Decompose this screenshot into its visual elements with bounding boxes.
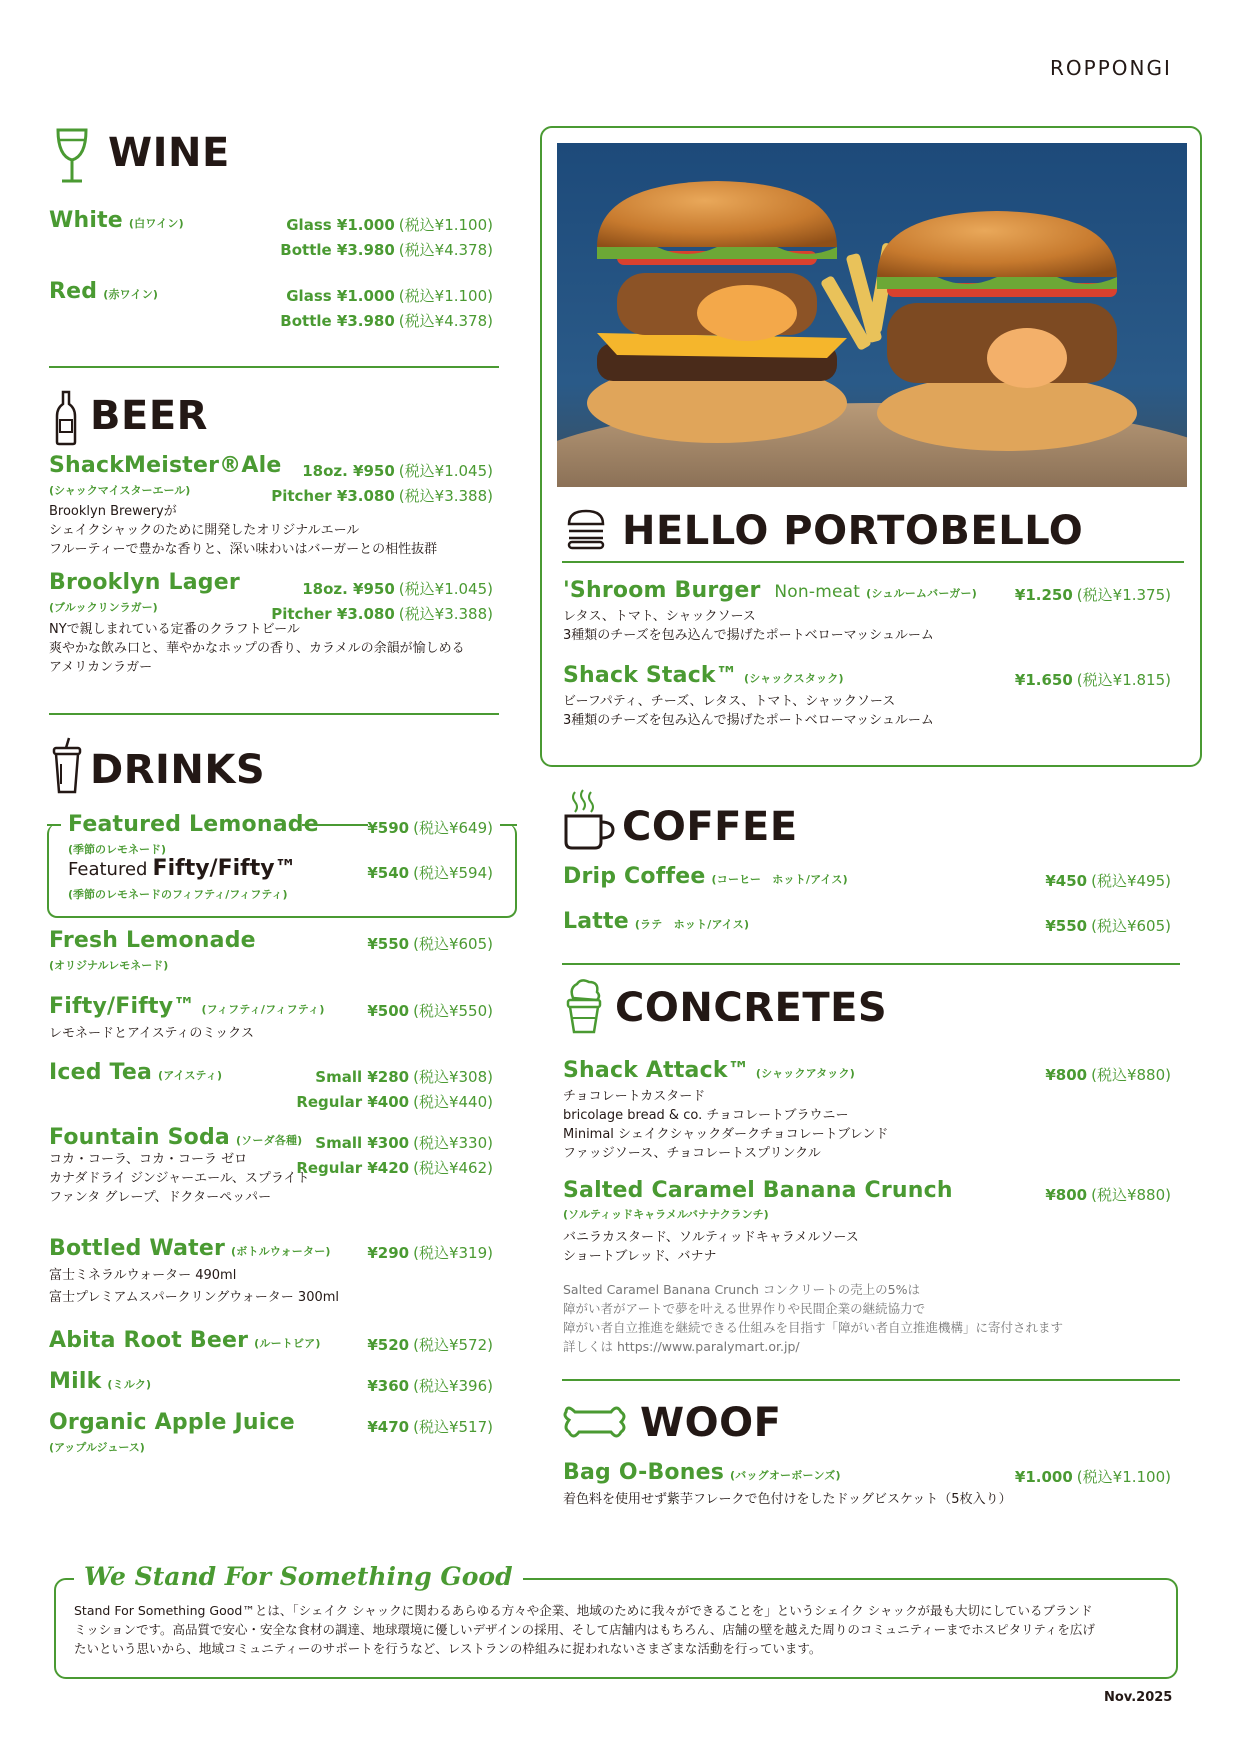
item-name: Shack Stack™ [563,663,738,688]
item-description: バニラカスタード、ソルティッドキャラメルソース ショートブレッド、バナナ [563,1230,859,1264]
item-sub: (バッグオーボーンズ) [730,1469,841,1482]
featured-box-top-right [500,824,517,826]
item-tax: (税込¥1.100) [398,287,493,305]
item-description: コカ・コーラ、コカ・コーラ ゼロ カナダドライ ジンジャーエール、スプライト ファンタ グレープ、ドクターペッパー [49,1152,310,1205]
item-price: ¥1.000 [1014,1468,1073,1486]
item-price: Pitcher ¥3.080 [271,605,395,623]
item-tax: (税込¥4.378) [398,241,493,259]
issue-date: Nov.2025 [1104,1690,1173,1705]
item-name: Fresh Lemonade [49,928,256,953]
divider [562,1379,1180,1381]
item-tax: (税込¥330) [413,1134,493,1152]
item-tax: (税込¥1.375) [1076,586,1171,604]
item-sub: (ソーダ各種) [235,1134,303,1147]
item-tax: (税込¥605) [413,935,493,953]
item-description: Brooklyn Breweryが シェイクシャックのために開発したオリジナルエール フルーティーで豊かな香りと、深い味わいはバーガーとの相性抜群 [49,504,438,557]
footer-title: We Stand For Something Good [74,1562,523,1591]
item-price: ¥550 [1045,917,1088,935]
item-sub: (ボトルウォーター) [231,1245,331,1258]
item-tax: (税込¥550) [413,1002,493,1020]
item-name: Bag O-Bones [563,1460,725,1485]
item-tax: (税込¥495) [1091,872,1171,890]
item-price: Glass ¥1.000 [286,216,395,234]
item-description: チョコレートカスタード bricolage bread & co. チョコレートブラウニー Minimal シェイクシャックダークチョコレートブレンド ファッジソース、チョコレートスプリンクル [563,1089,889,1161]
item-sub: (アップルジュース) [49,1441,145,1454]
wine-title: WINE [108,130,230,176]
item-sub: (季節のレモネード) [68,843,167,856]
item-price: ¥360 [367,1377,410,1395]
item-price: Small ¥280 [315,1068,410,1086]
item-tax: (税込¥517) [413,1418,493,1436]
beer-title: BEER [90,393,208,439]
item-description: NYで親しまれている定番のクラフトビール 爽やかな飲み口と、華やかなホップの香り、カラメルの余韻が愉しめる アメリカンラガー [49,622,465,675]
item-sub: (ブルックリンラガー) [49,601,158,614]
item-tax: (税込¥594) [413,864,493,882]
item-price: ¥800 [1045,1066,1088,1084]
item-tax: (税込¥1.815) [1076,671,1171,689]
item-tax: (税込¥1.100) [1076,1468,1171,1486]
burger-icon [566,508,606,550]
item-tax: (税込¥462) [413,1159,493,1177]
item-price: ¥1.250 [1014,586,1073,604]
item-tax: (税込¥3.388) [398,487,493,505]
item-name: Latte [563,909,629,934]
item-price: ¥290 [367,1244,410,1262]
item-sub: (コーヒー ホット/アイス) [711,873,848,886]
non-meat-tag: Non-meat [774,582,861,602]
item-sub: (フィフティ/フィフティ) [201,1003,325,1016]
item-tax: (税込¥1.045) [398,580,493,598]
beer-bottle-icon [54,390,78,446]
item-price: ¥500 [367,1002,410,1020]
item-sub: (白ワイン) [128,217,184,230]
item-name: Salted Caramel Banana Crunch [563,1178,953,1203]
burger-photo [557,143,1187,487]
item-tax: (税込¥1.045) [398,462,493,480]
item-tax: (税込¥649) [413,819,493,837]
item-price: ¥1.650 [1014,671,1073,689]
item-tax: (税込¥880) [1091,1066,1171,1084]
item-tax: (税込¥880) [1091,1186,1171,1204]
wine-icon [54,126,90,186]
item-description: 着色料を使用せず紫芋フレークで色付けをしたドッグビスケット（5枚入り） [563,1492,1012,1507]
item-tax: (税込¥319) [413,1244,493,1262]
item-name: Milk [49,1369,102,1394]
item-tax: (税込¥605) [1091,917,1171,935]
item-tax: (税込¥308) [413,1068,493,1086]
item-name: ShackMeister®Ale [49,453,282,478]
concretes-title: CONCRETES [615,985,888,1031]
item-sub: (ラテ ホット/アイス) [634,918,750,931]
item-sub: (ミルク) [107,1378,152,1391]
item-price: Regular ¥400 [296,1093,410,1111]
item-name: Shack Attack™ [563,1058,750,1083]
coffee-title: COFFEE [622,804,798,850]
item-sub: (ルートビア) [254,1337,321,1350]
item-price: Bottle ¥3.980 [280,312,395,330]
item-description: 富士ミネラルウォーター 490ml 富士プレミアムスパークリングウォーター 300ml [49,1268,340,1305]
item-price: ¥520 [367,1336,410,1354]
item-price: 18oz. ¥950 [302,462,395,480]
item-price: Pitcher ¥3.080 [271,487,395,505]
item-sub: (シャックアタック) [755,1067,855,1080]
item-name: Red [49,279,98,304]
item-sub: (赤ワイン) [103,288,159,301]
item-price: ¥540 [367,864,410,882]
item-name: Fifty/Fifty™ [152,856,297,881]
item-tax: (税込¥3.388) [398,605,493,623]
drinks-title: DRINKS [90,747,266,793]
divider [49,713,499,715]
concrete-cup-icon [565,978,603,1034]
item-name: Abita Root Beer [49,1328,249,1353]
item-sub: (シャックスタック) [743,672,844,685]
item-price: ¥800 [1045,1186,1088,1204]
item-tax: (税込¥440) [413,1093,493,1111]
item-tax: (税込¥4.378) [398,312,493,330]
item-price: ¥450 [1045,872,1088,890]
item-price: Regular ¥420 [296,1159,410,1177]
item-price: ¥590 [367,819,410,837]
item-price: Small ¥300 [315,1134,410,1152]
featured-prefix: Featured [68,859,148,880]
portobello-title: HELLO PORTOBELLO [622,508,1084,554]
item-sub: (シャックマイスターエール) [49,484,191,497]
item-tax: (税込¥396) [413,1377,493,1395]
item-name: Drip Coffee [563,864,706,889]
divider [562,561,1184,563]
item-name: Iced Tea [49,1060,153,1085]
item-name: Bottled Water [49,1236,226,1261]
item-sub: (シュルームバーガー) [866,587,977,600]
footer-text: Stand For Something Good™とは、「シェイク シャックに関わるあらゆる方々や企業、地域のために我々ができることを」というシェイク シャックが最も大切にしているブランド ミッションです。高品質で安心・安全な食材の調達、地球環境に優しいデザインの採用、そして店舗内はもちろん、店舗の壁を越えた周りのコミュニティーまでホスピタリティを広げ たいという思いから、地域コミュニティーのサポートを行うなど、レストランの枠組みに捉われないさまざまな活動を行っています。 [74,1603,1095,1656]
item-description: レモネードとアイスティのミックス [49,1026,255,1041]
item-price: ¥470 [367,1418,410,1436]
item-description: レタス、トマト、シャックソース 3種類のチーズを包み込んで揚げたポートベローマッシュルーム [563,609,934,643]
item-price: ¥550 [367,935,410,953]
coffee-cup-icon [563,788,615,850]
item-description: ビーフパティ、チーズ、レタス、トマト、シャックソース 3種類のチーズを包み込んで揚げたポートベローマッシュルーム [563,694,934,728]
charity-note: Salted Caramel Banana Crunch コンクリートの売上の5%は 障がい者がアートで夢を叶える世界作りや民間企業の継続協力で 障がい者自立推進を継続できる仕組みを目指す「障がい者自立推進機構」に寄付されます 詳しくは https://www.paralymart.or.jp/ [563,1282,1064,1354]
featured-box-top-left [47,824,61,826]
item-sub: (ソルティッドキャラメルバナナクランチ) [563,1208,769,1221]
item-sub: (アイスティ) [158,1069,223,1082]
location-label: ROPPONGI [1050,56,1172,80]
woof-title: WOOF [640,1400,782,1446]
item-name: Organic Apple Juice [49,1410,295,1435]
item-sub: (オリジナルレモネード) [49,959,169,972]
item-name: Brooklyn Lager [49,570,240,595]
item-sub: (季節のレモネードのフィフティ/フィフティ) [68,888,288,901]
divider [562,963,1180,965]
cup-icon [52,736,82,796]
item-name: Fountain Soda [49,1125,230,1150]
divider [49,366,499,368]
item-tax: (税込¥572) [413,1336,493,1354]
dog-bone-icon [563,1402,627,1442]
item-name: Fifty/Fifty™ [49,994,196,1019]
item-name: 'Shroom Burger [563,578,761,603]
item-price: Glass ¥1.000 [286,287,395,305]
item-price: 18oz. ¥950 [302,580,395,598]
item-name: White [49,208,123,233]
item-name: Featured Lemonade [68,812,319,837]
item-price: Bottle ¥3.980 [280,241,395,259]
item-tax: (税込¥1.100) [398,216,493,234]
